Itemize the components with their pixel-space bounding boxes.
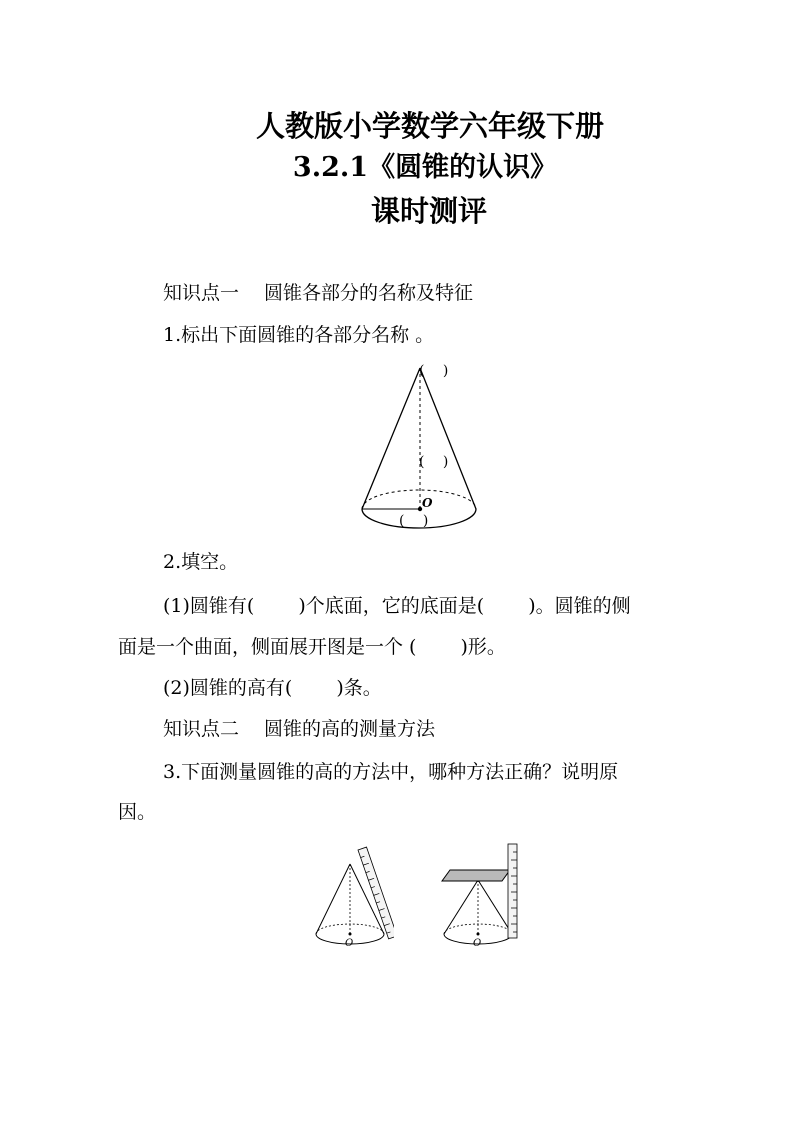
radius-blank: ( )	[399, 513, 429, 529]
cone1-center-label: O	[345, 938, 354, 949]
vertical-ruler	[508, 844, 517, 938]
question-2: 2.填空。	[163, 551, 239, 573]
question-3-line1: 3.下面测量圆锥的高的方法中，哪种方法正确？说明原	[163, 761, 619, 783]
cone-right-slant	[420, 368, 476, 509]
cone2-right-slant	[478, 880, 512, 934]
question-1: 1.标出下面圆锥的各部分名称 。	[163, 324, 435, 346]
measurement-method-2-diagram	[438, 840, 526, 950]
question-3-line2: 因。	[118, 801, 157, 823]
cone-diagram	[356, 360, 482, 530]
flat-board	[442, 870, 510, 881]
height-blank: ( )	[419, 454, 449, 470]
measurement-method-1-diagram	[310, 842, 394, 950]
apex-blank: ( )	[419, 363, 449, 379]
cone2-left-slant	[444, 880, 478, 934]
question-2-part2: (2)圆锥的高有( )条。	[163, 677, 382, 699]
center-label: O	[422, 496, 433, 510]
cone2-center-point	[477, 933, 480, 936]
assessment-title: 课时测评	[370, 194, 487, 228]
lesson-title: 3.2.1《圆锥的认识》	[292, 152, 558, 183]
cone-base-back-arc	[362, 490, 476, 509]
cone1-left-slant	[316, 864, 350, 934]
cone1-center-point	[349, 933, 352, 936]
section-heading-1: 知识点一 圆锥各部分的名称及特征	[163, 282, 474, 304]
cone2-center-label: O	[473, 938, 482, 949]
book-title: 人教版小学数学六年级下册	[255, 109, 604, 143]
question-2-part1-line2: 面是一个曲面，侧面展开图是一个 ( )形。	[118, 636, 506, 658]
cone-left-slant	[362, 368, 420, 509]
section-heading-2: 知识点二 圆锥的高的测量方法	[163, 718, 436, 740]
slanted-ruler	[358, 847, 394, 939]
question-2-part1-line1: (1)圆锥有( )个底面，它的底面是( )。圆锥的侧	[163, 595, 631, 617]
